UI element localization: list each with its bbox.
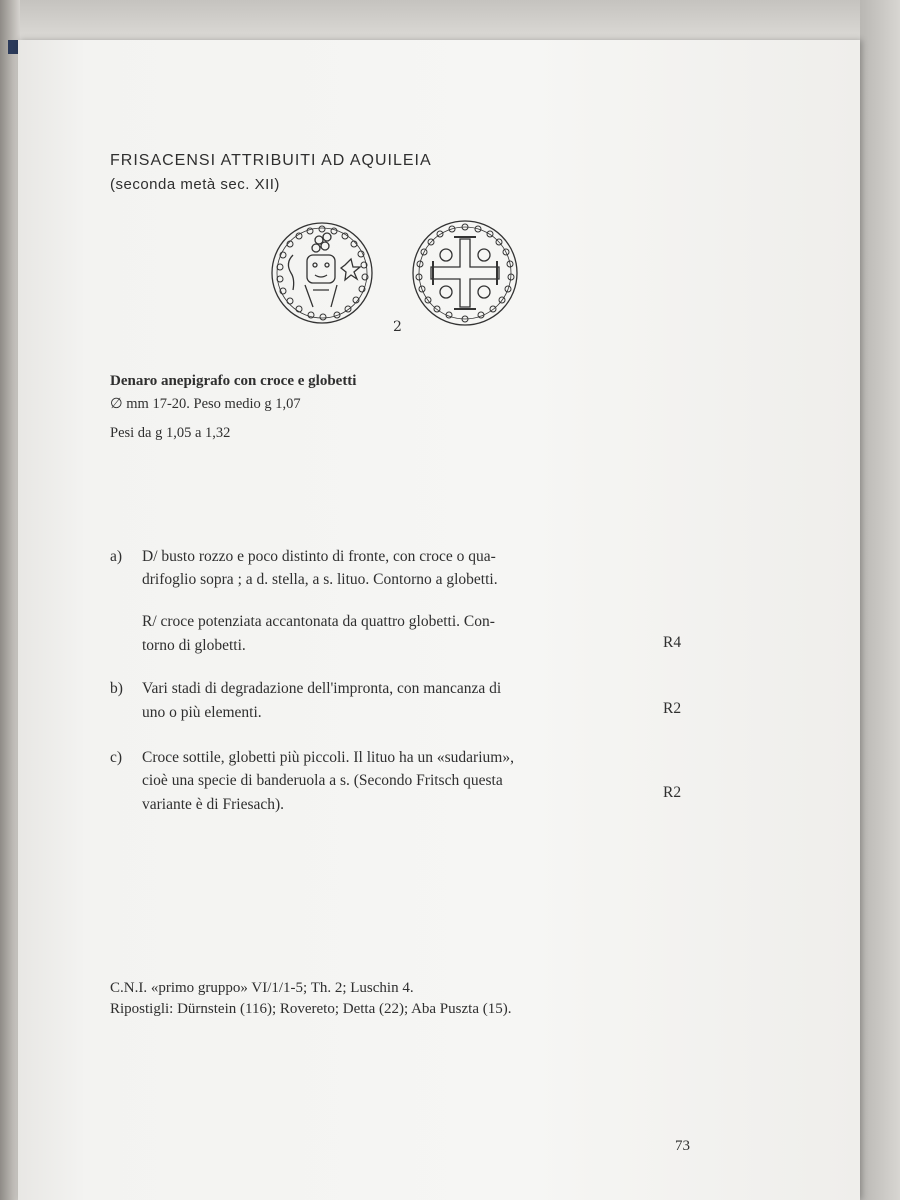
- section-subtitle: (seconda metà sec. XII): [110, 176, 280, 193]
- variety-a-obverse-line: D/ busto rozzo e poco distinto di fronte, con croce o qua-: [142, 548, 496, 565]
- reference-catalog-line: C.N.I. «primo gruppo» VI/1/1-5; Th. 2; Luschin 4.: [110, 980, 414, 996]
- variety-a-reverse-line: torno di globetti.: [142, 637, 246, 654]
- book-binding: [0, 0, 20, 1200]
- variety-a-reverse-line: R/ croce potenziata accantonata da quattro globetti. Con-: [142, 613, 495, 630]
- reference-hoards-line: Ripostigli: Dürnstein (116); Rovereto; Detta (22); Aba Puszta (15).: [110, 1001, 512, 1017]
- coin-illustration: [265, 215, 530, 335]
- variety-b-line: uno o più elementi.: [142, 704, 262, 721]
- variety-a-rarity: R4: [663, 634, 682, 651]
- variety-c-line: cioè una specie di banderuola a s. (Secondo Fritsch questa: [142, 772, 503, 789]
- coin-obverse-bust-icon: [272, 223, 372, 323]
- coin-reverse-cross-icon: [413, 221, 517, 325]
- page-number: 73: [675, 1138, 690, 1154]
- variety-c-marker: c): [110, 749, 123, 766]
- variety-a-obverse-line: drifoglio sopra ; a d. stella, a s. lituo. Contorno a globetti.: [142, 571, 498, 588]
- variety-b-line: Vari stadi di degradazione dell'impronta, con mancanza di: [142, 680, 502, 697]
- variety-c-line: variante è di Friesach).: [142, 796, 285, 813]
- figure-number: 2: [393, 319, 402, 335]
- page-stack-edge: [860, 0, 900, 1200]
- variety-b-rarity: R2: [663, 700, 682, 717]
- variety-c-rarity: R2: [663, 784, 682, 801]
- coin-title: Denaro anepigrafo con croce e globetti: [110, 373, 357, 389]
- coin-weights: Pesi da g 1,05 a 1,32: [110, 425, 231, 441]
- variety-c-line: Croce sottile, globetti più piccoli. Il lituo ha un «sudarium»,: [142, 749, 514, 766]
- coin-dimensions: ∅ mm 17-20. Peso medio g 1,07: [110, 396, 301, 412]
- section-title: FRISACENSI ATTRIBUITI AD AQUILEIA: [110, 152, 432, 169]
- variety-a-marker: a): [110, 548, 123, 565]
- variety-b-marker: b): [110, 680, 123, 697]
- book-top-edge: [18, 0, 860, 40]
